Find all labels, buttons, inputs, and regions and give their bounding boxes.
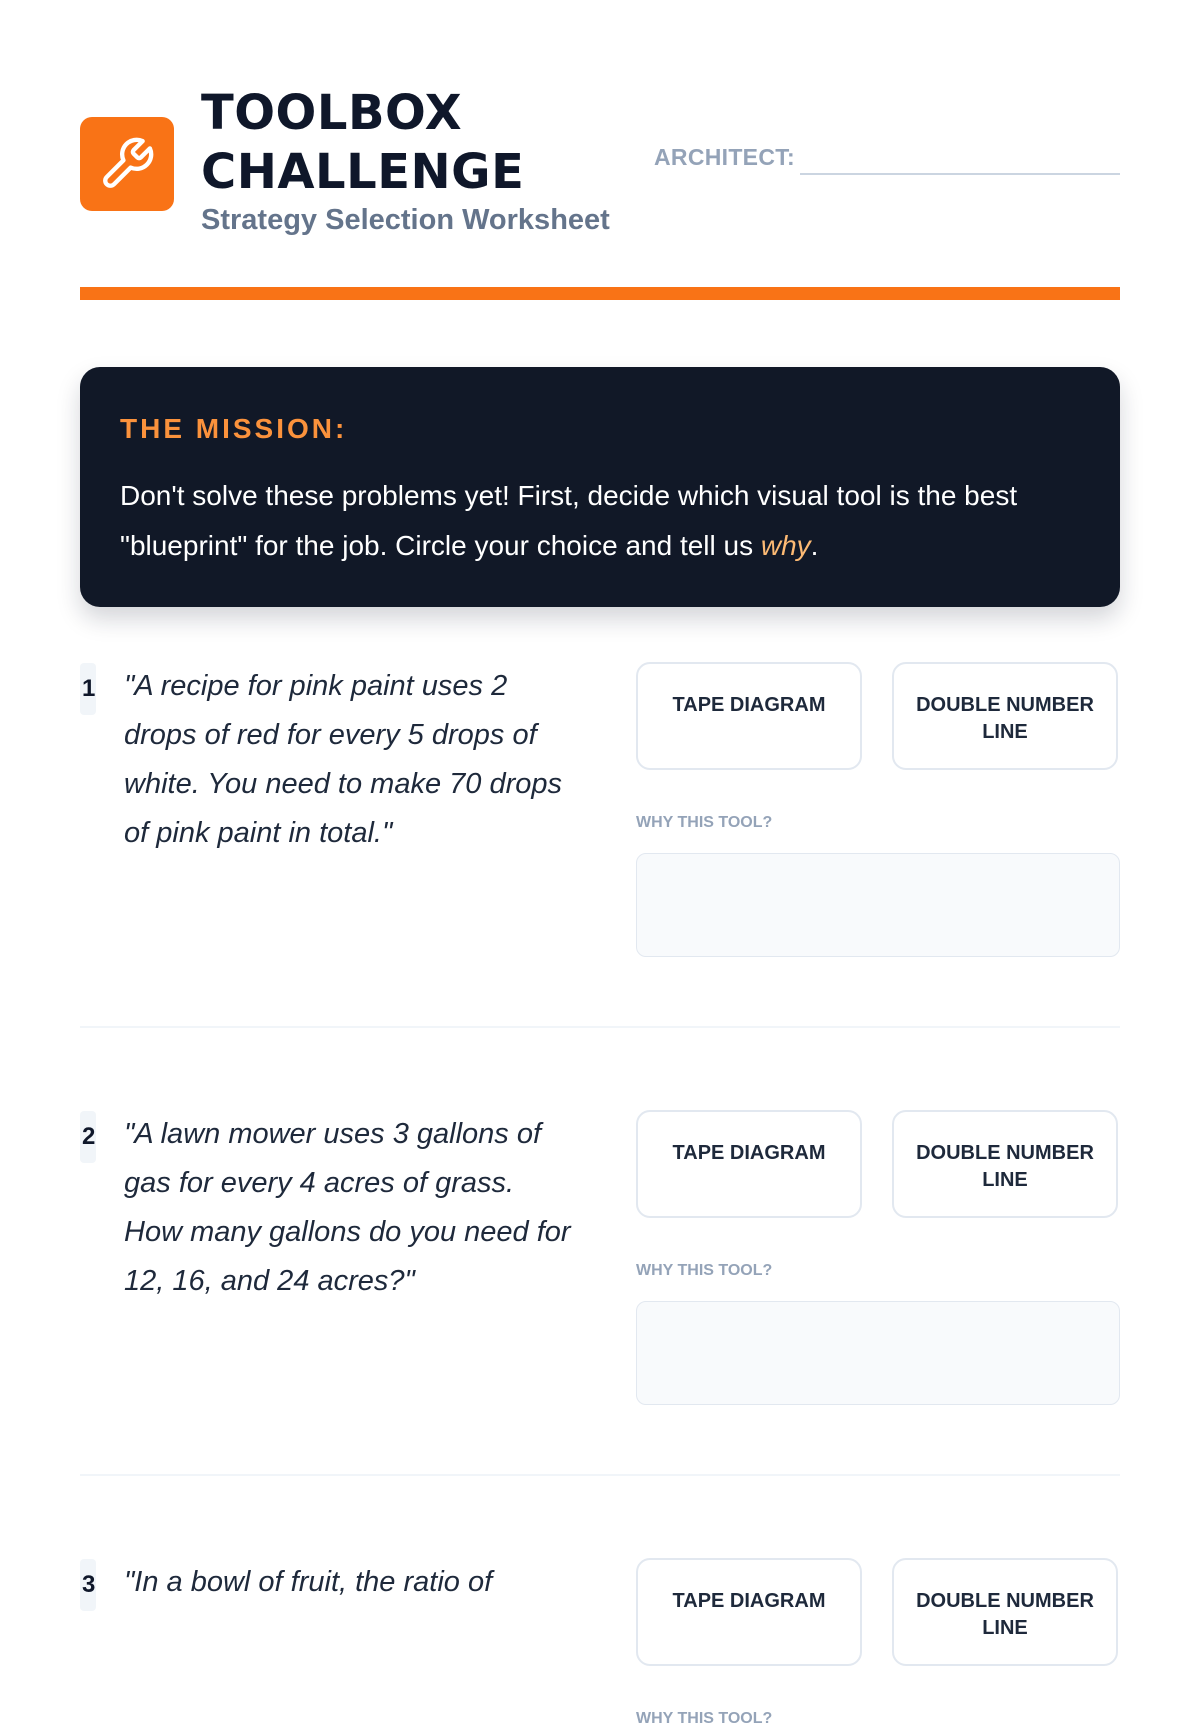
header-divider	[80, 287, 1120, 300]
option-double-number-line[interactable]: DOUBLE NUMBER LINE	[892, 1558, 1118, 1666]
why-answer-box[interactable]	[636, 1301, 1120, 1405]
logo-badge	[80, 117, 174, 211]
problem-2	[80, 1110, 1120, 1550]
problem-prompt: "A lawn mower uses 3 gallons of gas for every 4 acres of grass. How many gallons do you need for 12, 16, and 24 acres?"	[124, 1118, 571, 1297]
problem-number: 2	[80, 1111, 96, 1163]
problem-prompt: "A recipe for pink paint uses 2 drops of red for every 5 drops of white. You need to make 70 drops of pink paint in total."	[124, 670, 562, 849]
mission-panel	[80, 367, 1120, 607]
mission-emphasis: why	[760, 530, 811, 561]
option-double-number-line[interactable]: DOUBLE NUMBER LINE	[892, 662, 1118, 770]
problem-prompt: "In a bowl of fruit, the ratio of	[124, 1566, 493, 1598]
why-answer-box[interactable]	[636, 853, 1120, 957]
mission-text	[120, 471, 1080, 571]
problem-number: 1	[80, 663, 96, 715]
problem-divider	[80, 1026, 1120, 1028]
why-label: WHY THIS TOOL?	[636, 1262, 773, 1279]
mission-label: THE MISSION:	[120, 413, 348, 444]
wrench-icon	[98, 135, 156, 193]
mission-text-main: Don't solve these problems yet! First, decide which visual tool is the best "blueprint" for the job. Circle your choice and tell us	[120, 480, 1018, 561]
architect-name-line[interactable]	[800, 173, 1120, 175]
page-subtitle: Strategy Selection Worksheet	[201, 204, 610, 236]
architect-field[interactable]	[654, 144, 1120, 184]
worksheet-page	[80, 0, 1120, 1727]
problem-1	[80, 662, 1120, 1102]
option-double-number-line[interactable]: DOUBLE NUMBER LINE	[892, 1110, 1118, 1218]
architect-label: ARCHITECT:	[654, 144, 795, 170]
mission-text-end: .	[810, 530, 819, 561]
why-label: WHY THIS TOOL?	[636, 814, 773, 831]
problem-3	[80, 1558, 1120, 1727]
page-title: TOOLBOX CHALLENGE	[201, 85, 525, 200]
option-tape-diagram[interactable]: TAPE DIAGRAM	[636, 1558, 862, 1666]
header	[80, 80, 1120, 250]
problem-divider	[80, 1474, 1120, 1476]
why-label: WHY THIS TOOL?	[636, 1710, 773, 1727]
option-tape-diagram[interactable]: TAPE DIAGRAM	[636, 662, 862, 770]
problem-number: 3	[80, 1559, 96, 1611]
option-tape-diagram[interactable]: TAPE DIAGRAM	[636, 1110, 862, 1218]
